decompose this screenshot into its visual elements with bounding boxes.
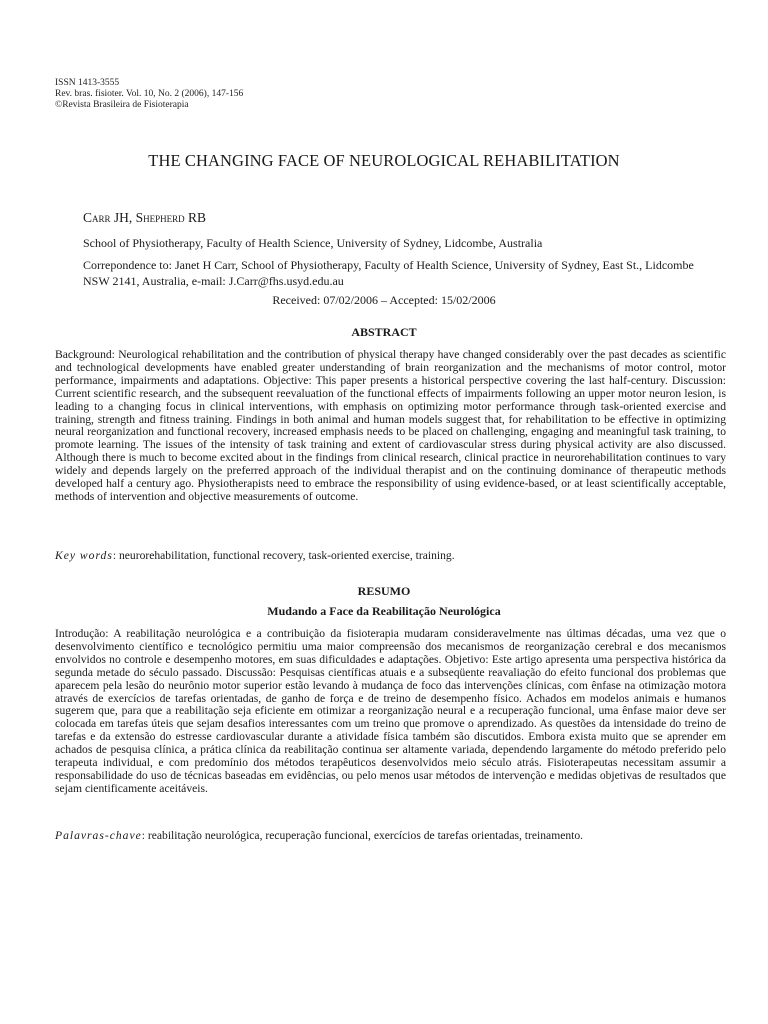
author1-initials: JH, <box>110 210 136 225</box>
article-title: THE CHANGING FACE OF NEUROLOGICAL REHABILITATION <box>148 151 620 170</box>
palavras-chave-list: : reabilitação neurológica, recuperação funcional, exercícios de tarefas orientadas, treinamento. <box>141 829 584 842</box>
keywords-label: Key words <box>55 549 113 562</box>
resumo-heading: RESUMO <box>357 584 411 598</box>
author2-surname: Shepherd <box>135 210 185 225</box>
affiliation: School of Physiotherapy, Faculty of Health Science, University of Sydney, Lidcombe, Australia <box>83 236 543 250</box>
palavras-chave-label: Palavras-chave <box>55 829 142 842</box>
abstract-text: Background: Neurological rehabilitation and the contribution of physical therapy have changed considerably over the past decades as scientific and technological developments have enabled greater understanding of brain reorganization and the mechanisms of motor control, motor performance, impairments and adaptations. Objective: This paper presents a historical perspective covering the last half-century. Discussion: Current scientific research, and the subsequent reevaluation of the functional effects of impairments following an upper motor neuron lesion, is leading to a changing focus in clinical interventions, with emphasis on optimizing motor performance through task-oriented exercise and training, strength and fitness training. Findings in both animal and human models suggest that, for rehabilitation to be effective in optimizing neural reorganization and functional recovery, increased emphasis needs to be placed on challenging, engaging and meaningful task training, to promote learning. The issues of the intensity of task training and extent of cardiovascular stress during physical activity are also discussed. Although there is much to become excited about in the findings from clinical research, clinical practice in neurorehabilitation continues to vary widely and depends largely on the preferred approach of the individual therapist and on the continuing dominance of therapeutic methods developed half a century ago. Physiotherapists need to embrace the responsibility of using evidence-based, or at least scientifically acceptable, methods of intervention and objective measurements of outcome. <box>55 348 726 503</box>
issn-line: ISSN 1413-3555 <box>55 78 120 88</box>
author-line <box>83 210 206 226</box>
received-accepted-dates: Received: 07/02/2006 – Accepted: 15/02/2006 <box>272 293 496 307</box>
author1-surname: Carr <box>83 210 111 225</box>
resumo-text: Introdução: A reabilitação neurológica e a contribuição da fisioterapia mudaram consideravelmente nas últimas décadas, uma vez que o desenvolvimento científico e tecnológico permitiu uma maior compreensão dos mecanismos de reorganização cerebral e dos mecanismos envolvidos no controle e desempenho motores, em suas dificuldades e adaptações. Objetivo: Este artigo apresenta uma perspectiva histórica da segunda metade do século passado. Discussão: Pesquisas científicas atuais e a subseqüente reavaliação do efeito funcional dos problemas que aparecem pela lesão do neurônio motor superior estão levando à mudança de foco das intervenções clínicas, com ênfase na otimização motora através de exercícios de tarefas orientadas, de ganho de força e de treino de desempenho físico. Achados em modelos animais e humanos sugerem que, para que a reabilitação seja eficiente em otimizar a reorganização neural e a recuperação funcional, uma ênfase maior deve ser colocada em tarefas úteis que sejam desafios interessantes com um treino que promove o aprendizado. As questões da intensidade do treino de tarefas e da extensão do estresse cardiovascular durante a atividade física também são discutidos. Embora exista muito que se aprender em achados de pesquisa clínica, a prática clínica da reabilitação continua ser altamente variada, dependendo largamente do método preferido pelo terapeuta individual, e com predomínio dos métodos terapêuticos desenvolvidos meio século atrás. Fisioterapeutas necessitam assumir a responsabilidade do uso de técnicas baseadas em evidências, ou pelo menos usar métodos de intervenção e medidas objetivas de resultados que sejam cientificamente aceitáveis. <box>55 627 726 795</box>
abstract-heading: ABSTRACT <box>351 325 417 339</box>
author2-initials: RB <box>184 210 207 225</box>
copyright-line: ©Revista Brasileira de Fisioterapia <box>55 99 189 110</box>
citation-line: Rev. bras. fisioter. Vol. 10, No. 2 (2006), 147-156 <box>55 88 244 99</box>
resumo-keywords <box>55 829 726 842</box>
keywords-list: : neurorehabilitation, functional recovery, task-oriented exercise, training. <box>112 549 455 562</box>
journal-header <box>55 78 243 110</box>
correspondence: Correpondence to: Janet H Carr, School of Physiotherapy, Faculty of Health Science, University of Sydney, East St., Lidcombe NSW 2141, Australia, e-mail: J.Carr@fhs.usyd.edu.au <box>83 258 694 288</box>
resumo-subtitle: Mudando a Face da Reabilitação Neurológica <box>267 604 501 618</box>
abstract-keywords <box>55 549 726 562</box>
